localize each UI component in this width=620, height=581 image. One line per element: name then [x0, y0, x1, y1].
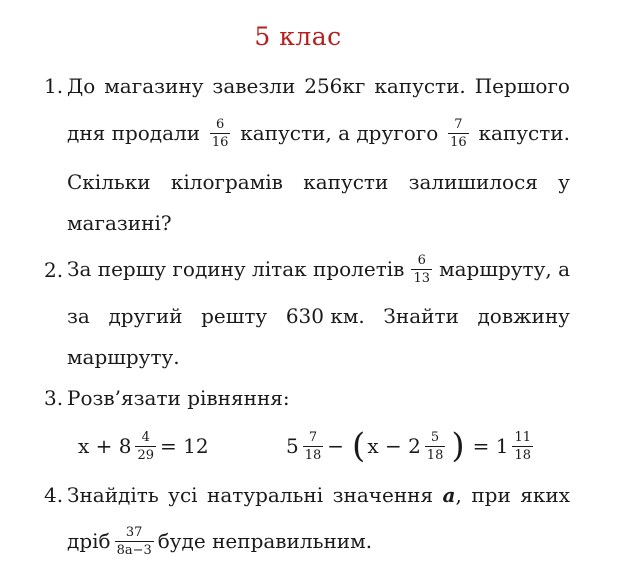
word: другий [108, 304, 183, 328]
text: капусти. [478, 121, 570, 145]
numerator: 7 [454, 116, 463, 132]
problem-2-line-1 [67, 248, 570, 290]
fraction [425, 431, 446, 462]
word: 630 км. [285, 304, 365, 328]
word: Знайдіть [67, 483, 159, 507]
word: при [471, 483, 511, 507]
denominator: 16 [211, 134, 229, 150]
word: Першого [474, 74, 570, 98]
word: решту [201, 304, 268, 328]
fraction [210, 118, 231, 149]
problem-2-number: 2. [44, 258, 64, 282]
problem-4-line-1 [67, 483, 570, 507]
fraction [411, 254, 432, 285]
numerator: 6 [417, 252, 426, 268]
text: дріб [67, 529, 111, 553]
variable-a-group [443, 483, 462, 507]
fraction [135, 431, 156, 462]
numerator: 5 [430, 429, 440, 445]
equation-1 [78, 424, 209, 468]
page-title: 5 клас [254, 22, 342, 51]
text: = 12 [160, 434, 209, 458]
word: довжину [477, 304, 570, 328]
word: капусти. [374, 74, 466, 98]
problem-2-line-2 [67, 304, 570, 328]
numerator: 7 [308, 429, 318, 445]
text: = 1 [472, 434, 509, 458]
denominator: 29 [137, 447, 155, 463]
text: x + 8 [78, 434, 132, 458]
text: маршруту, а [439, 257, 570, 281]
text: дня продали [67, 121, 201, 145]
word: значення [332, 483, 434, 507]
text: За першу годину літак пролетів [67, 257, 405, 281]
text: 5 [286, 434, 299, 458]
denominator: 13 [413, 270, 431, 286]
problem-1-line-3 [67, 170, 570, 194]
right-paren: ) [451, 426, 465, 466]
denominator: 16 [450, 134, 467, 150]
fraction [303, 431, 324, 462]
numerator: 6 [216, 116, 225, 132]
numerator: 4 [141, 429, 150, 445]
word: яких [520, 483, 570, 507]
problem-1-line-4: магазині? [67, 211, 172, 235]
fraction [115, 526, 154, 557]
problem-2-line-3: маршруту. [67, 345, 180, 369]
word: за [67, 304, 90, 328]
word: натуральні [207, 483, 324, 507]
minus-sign: − [327, 434, 345, 458]
fraction [448, 118, 469, 149]
numerator: 11 [514, 429, 531, 445]
word: Скільки [67, 170, 151, 194]
problem-1-number: 1. [44, 74, 64, 98]
numerator: 37 [125, 524, 143, 540]
equation-2 [286, 424, 537, 468]
text: x − 2 [367, 434, 421, 458]
word: залишилося [408, 170, 538, 194]
denominator: 18 [514, 447, 531, 463]
problem-1-line-2 [67, 112, 570, 154]
comma: , [455, 483, 462, 507]
problem-1-line-1 [67, 74, 570, 98]
problem-4-line-2 [67, 520, 570, 562]
word: кілограмів [170, 170, 283, 194]
text: капусти, а другого [240, 121, 439, 145]
left-paren: ( [352, 426, 366, 466]
denominator: 18 [426, 447, 444, 463]
denominator: 8a−3 [116, 542, 152, 558]
denominator: 18 [304, 447, 322, 463]
problem-3-heading: Розв’язати рівняння: [67, 386, 290, 410]
word: магазину [104, 74, 204, 98]
fraction [512, 431, 533, 462]
word: у [558, 170, 570, 194]
word: завезли [212, 74, 296, 98]
text: буде неправильним. [157, 529, 373, 553]
problem-3-number: 3. [44, 386, 64, 410]
variable-a: а [442, 483, 456, 507]
problem-4-number: 4. [44, 483, 64, 507]
word: До [67, 74, 96, 98]
word: Знайти [383, 304, 459, 328]
word: капусти [303, 170, 389, 194]
word: 256кг [304, 74, 366, 98]
word: усі [168, 483, 198, 507]
